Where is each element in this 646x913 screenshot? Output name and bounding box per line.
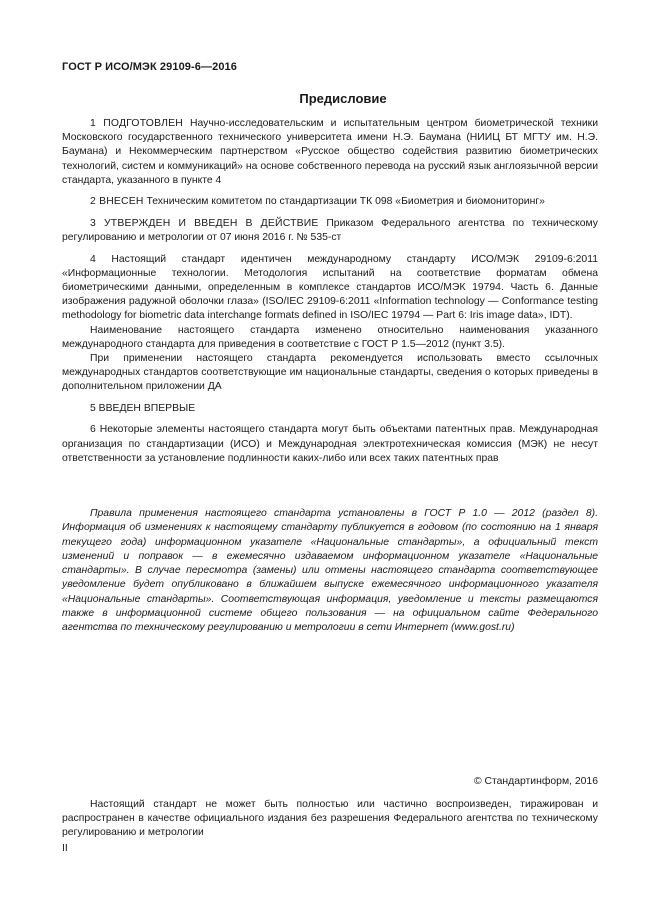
page-number: II xyxy=(62,843,68,854)
paragraph-lead: 3 УТВЕРЖДЕН И ВВЕДЕН В ДЕЙСТВИЕ xyxy=(90,217,319,229)
paragraph-text: 4 Настоящий стандарт идентичен международному стандарту ИСО/МЭК 29109-6:2011 «Информационные технологии. Методология испытаний на соответствие форматам обмена биометрическими данными, определенным в комплексе стандартов ИСО/МЭК 19794. Часть 6. Данные изображения радужной оболочки глаза» (ISO/IEC 29109-6:2011 «Information technology — Conformance testing methodology for biometric data interchange formats defined in ISO/IEC 19794 — Part 6: Iris image data», IDT). xyxy=(62,253,598,322)
paragraph-text: Техническим комитетом по стандартизации ТК 098 «Биометрия и биомониторинг» xyxy=(143,196,545,208)
reproduction-notice: Настоящий стандарт не может быть полностью или частично воспроизведен, тиражирован и распространен в качестве официального издания без разрешения Федерального агентства по техническому регулированию и метрологии xyxy=(62,799,598,839)
foreword-body xyxy=(62,117,598,473)
paragraph-text: При применении настоящего стандарта рекомендуется использовать вместо ссылочных международных стандартов соответствующие им национальные стандарты, сведения о которых приведены в дополнительном приложении ДА xyxy=(62,352,598,393)
paragraph-introduced xyxy=(62,402,598,416)
paragraph-identical xyxy=(62,253,598,324)
application-rules-notice: Правила применения настоящего стандарта установлены в ГОСТ Р 1.0 — 2012 (раздел 8). Информация об изменениях к настоящему стандарту публикуется в годовом (по состоянию на 1 января текущего года) информационном указателе «Национальные стандарты», а официальный текст изменений и поправок — в ежемесячно издаваемом информационном указателе «Национальные стандарты». В случае пересмотра (замены) или отмены настоящего стандарта соответствующее уведомление будет опубликовано в ближайшем выпуске ежемесячного информационного указателя «Национальные стандарты». Соответствующая информация, уведомление и тексты размещаются также в информационной системе общего пользования — на официальном сайте Федерального агентства по техническому регулированию и метрологии в сети Интернет (www.gost.ru) xyxy=(62,508,598,634)
paragraph-text: 6 Некоторые элементы настоящего стандарта могут быть объектами патентных прав. Международная организация по стандартизации (ИСО) и Международная электротехническая комиссия (МЭК) не несут ответственности за установление подлинности каких-либо или всех таких патентных прав xyxy=(62,424,598,464)
paragraph-references xyxy=(62,352,598,395)
document-code: ГОСТ Р ИСО/МЭК 29109-6—2016 xyxy=(62,61,237,73)
page-title: Предисловие xyxy=(299,91,387,106)
paragraph-text: Научно-исследовательским и испытательным центром биометрической техники Московского государственного технического университета имени Н.Э. Баумана (НИИЦ БТ МГТУ им. Н.Э. Баумана) и Некоммерческим партнерством «Русское общество содействия развитию биометрических технологий, систем и коммуникаций» на основе собственного перевода на русский язык англоязычной версии стандарта, указанного в пункте 4 xyxy=(62,118,599,186)
paragraph-lead: 2 ВНЕСЕН xyxy=(90,196,144,208)
paragraph-patents xyxy=(62,423,598,466)
paragraph-text: Наименование настоящего стандарта изменено относительно наименования указанного международного стандарта для приведения в соответствие с ГОСТ Р 1.5—2012 (пункт 3.5). xyxy=(62,324,598,350)
copyright-notice: © Стандартинформ, 2016 xyxy=(473,776,598,787)
paragraph-prepared xyxy=(62,117,598,188)
paragraph-submitted xyxy=(62,195,598,209)
paragraph-approved xyxy=(62,217,598,245)
paragraph-text: 5 ВВЕДЕН ВПЕРВЫЕ xyxy=(90,402,196,414)
paragraph-lead: 1 ПОДГОТОВЛЕН xyxy=(90,118,183,129)
paragraph-text: Приказом Федерального агентства по техническому регулированию и метрологии от 07 июня 2016 г. № 535-ст xyxy=(62,217,598,244)
paragraph-name-changed xyxy=(62,324,598,352)
